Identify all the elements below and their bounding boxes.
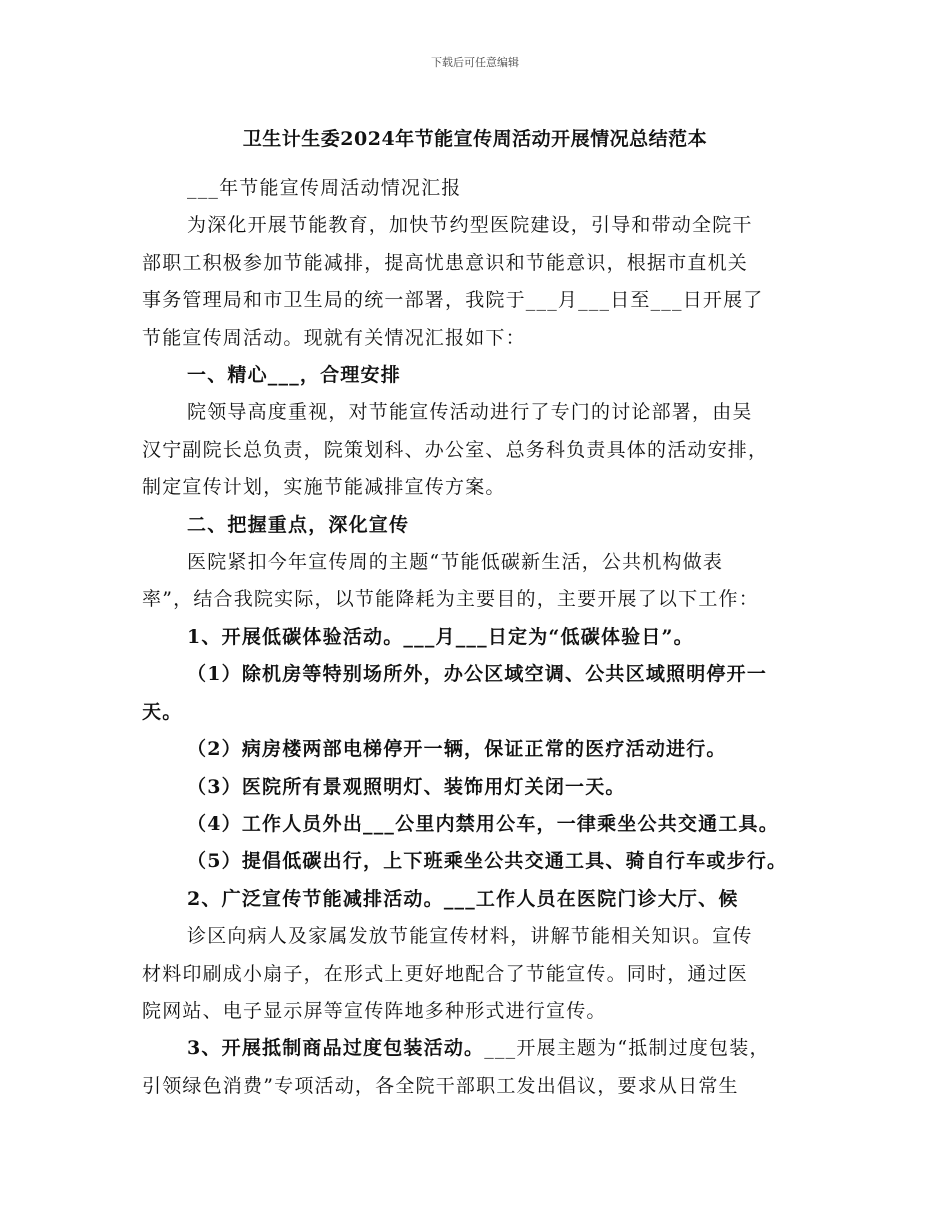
paragraph-line: 节能宣传周活动。现就有关情况汇报如下： [142,326,526,349]
paragraph-text-inline: ___开展主题为“抵制过度包装， [484,1037,770,1060]
paragraph-line: 院领导高度重视，对节能宣传活动进行了专门的讨论部署，由吴 [187,401,753,424]
paragraph-line: 率”，结合我院实际，以节能降耗为主要目的，主要开展了以下工作： [142,588,759,611]
subsection-heading: 2、广泛宣传节能减排活动。___工作人员在医院门诊大厅、候 [187,887,739,910]
paragraph-line: 为深化开展节能教育，加快节约型医院建设，引导和带动全院干 [187,214,753,237]
list-item: （2）病房楼两部电梯停开一辆，保证正常的医疗活动进行。 [187,738,727,761]
paragraph-line: 引领绿色消费”专项活动，各全院干部职工发出倡议，要求从日常生 [142,1074,739,1097]
paragraph-line: 诊区向病人及家属发放节能宣传材料，讲解节能相关知识。宣传 [187,925,753,948]
subsection-heading-inline: 3、开展抵制商品过度包装活动。 [187,1037,485,1060]
paragraph-line [142,1030,822,1067]
paragraph-line: 材料印刷成小扇子，在形式上更好地配合了节能宣传。同时，通过医 [142,962,749,985]
paragraph-line: 院网站、电子显示屏等宣传阵地多种形式进行宣传。 [142,999,607,1022]
list-item: （5）提倡低碳出行，上下班乘坐公共交通工具、骑自行车或步行。 [187,850,788,873]
paragraph-line: 制定宣传计划，实施节能减排宣传方案。 [142,476,506,499]
paragraph-line: 汉宁副院长总负责，院策划科、办公室、总务科负责具体的活动安排， [142,438,769,461]
list-item-continuation: 天。 [142,700,183,723]
document-title: 卫生计生委2024年节能宣传周活动开展情况总结范本 [242,128,708,150]
list-item: （1）除机房等特别场所外，办公区域空调、公共区域照明停开一 [187,663,768,686]
subsection-heading: 1、开展低碳体验活动。___月___日定为“低碳体验日”。 [187,625,694,648]
paragraph-line: 部职工积极参加节能减排，提高忧患意识和节能意识，根据市直机关 [142,251,749,274]
paragraph-line: 事务管理局和市卫生局的统一部署，我院于___月___日至___日开展了 [142,289,764,312]
paragraph-line: 医院紧扣今年宣传周的主题“节能低碳新生活，公共机构做表 [187,551,724,574]
section-heading: 一、精心___，合理安排 [187,364,401,387]
section-heading: 二、把握重点，深化宣传 [187,513,410,536]
document-body [142,170,822,1105]
list-item: （4）工作人员外出___公里内禁用公车，一律乘坐公共交通工具。 [187,812,779,835]
list-item: （3）医院所有景观照明灯、装饰用灯关闭一天。 [187,775,626,798]
header-note: 下载后可任意编辑 [431,56,519,69]
paragraph-line: ___年节能宣传周活动情况汇报 [187,177,462,199]
